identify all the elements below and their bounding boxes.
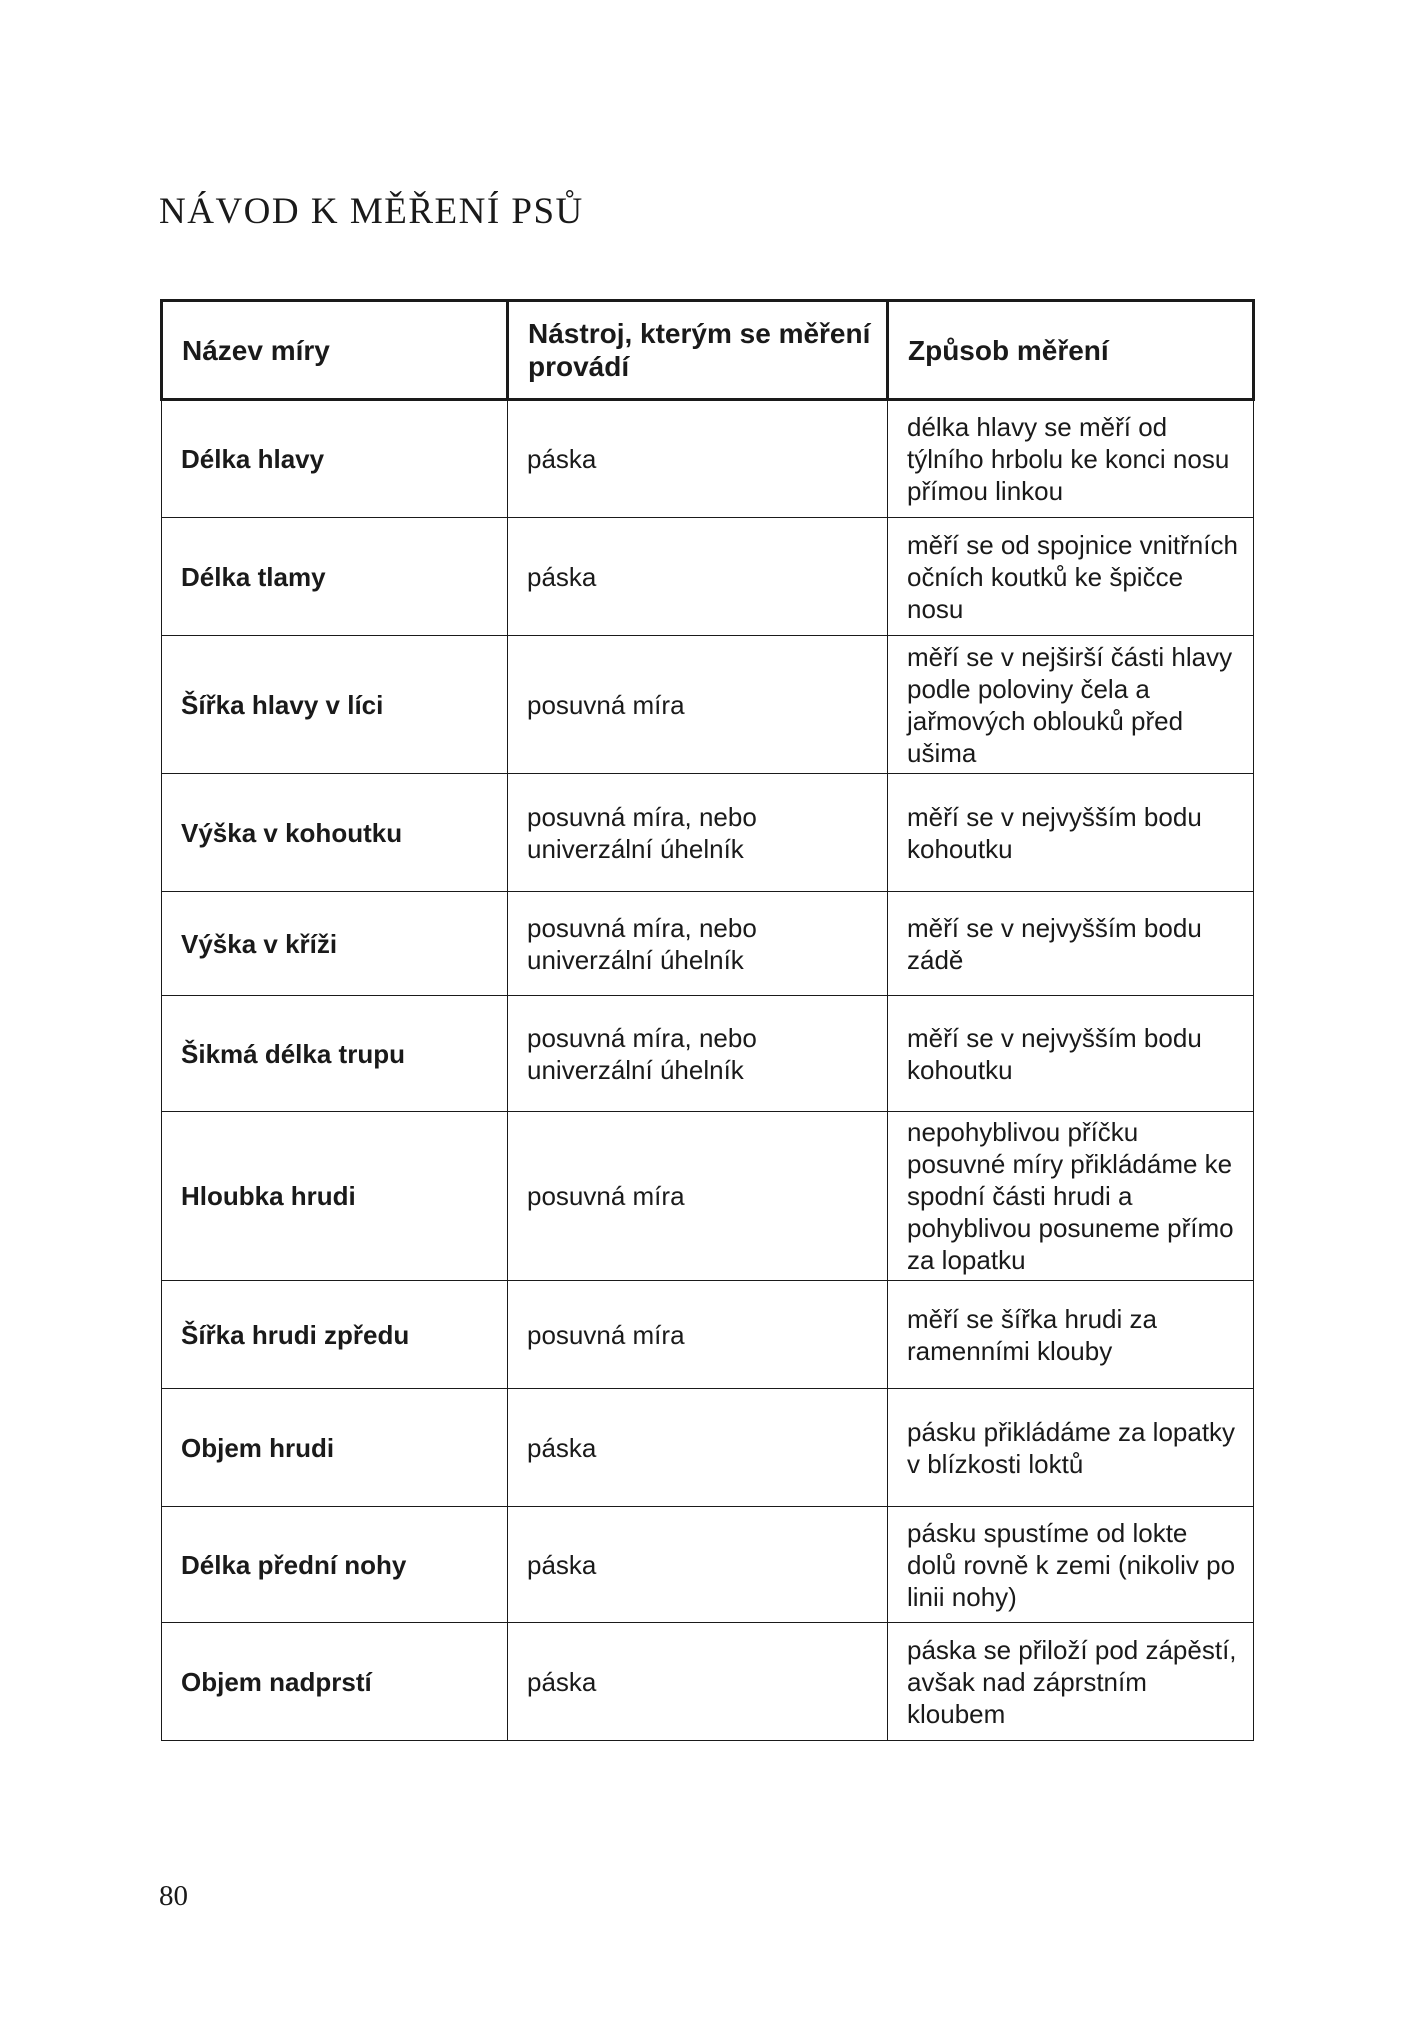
measure-tool-cell: páska [508, 1623, 888, 1741]
measure-name-cell: Objem hrudi [162, 1389, 508, 1507]
measure-tool-cell: páska [508, 1389, 888, 1507]
measure-name-cell: Výška v kohoutku [162, 774, 508, 892]
measure-method-cell: měří se v nejvyšším bodu zádě [888, 892, 1254, 996]
table-row [162, 1389, 1254, 1507]
table-row [162, 1112, 1254, 1281]
measure-method-cell: měří se v nejvyšším bodu kohoutku [888, 996, 1254, 1112]
measure-tool-cell: páska [508, 518, 888, 636]
measure-method-cell: měří se v nejširší části hlavy podle poloviny čela a jařmových oblouků před ušima [888, 636, 1254, 774]
measure-tool-cell: posuvná míra [508, 636, 888, 774]
measure-tool-cell: posuvná míra, nebo univerzální úhelník [508, 996, 888, 1112]
table-row [162, 1507, 1254, 1623]
measure-name-cell: Délka hlavy [162, 400, 508, 518]
table-row [162, 636, 1254, 774]
table-row [162, 774, 1254, 892]
measure-name-cell: Šířka hrudi zpředu [162, 1281, 508, 1389]
table-row [162, 1281, 1254, 1389]
measure-method-cell: pásku přikládáme za lopatky v blízkosti loktů [888, 1389, 1254, 1507]
table-header-row [162, 301, 1254, 400]
column-header-method: Způsob měření [888, 301, 1254, 400]
measure-method-cell: délka hlavy se měří od týlního hrbolu ke konci nosu přímou linkou [888, 400, 1254, 518]
table-row [162, 1623, 1254, 1741]
measure-tool-cell: posuvná míra [508, 1112, 888, 1281]
column-header-name: Název míry [162, 301, 508, 400]
measure-tool-cell: posuvná míra, nebo univerzální úhelník [508, 892, 888, 996]
measure-name-cell: Objem nadprstí [162, 1623, 508, 1741]
column-header-tool: Nástroj, kterým se měření provádí [508, 301, 888, 400]
table-row [162, 996, 1254, 1112]
measure-method-cell: měří se v nejvyšším bodu kohoutku [888, 774, 1254, 892]
table-row [162, 518, 1254, 636]
measure-name-cell: Délka přední nohy [162, 1507, 508, 1623]
measure-method-cell: páska se přiloží pod zápěstí, avšak nad záprstním kloubem [888, 1623, 1254, 1741]
measure-method-cell: pásku spustíme od lokte dolů rovně k zemi (nikoliv po linii nohy) [888, 1507, 1254, 1623]
measure-tool-cell: posuvná míra [508, 1281, 888, 1389]
table-row [162, 400, 1254, 518]
measure-method-cell: měří se od spojnice vnitřních očních koutků ke špičce nosu [888, 518, 1254, 636]
measure-method-cell: měří se šířka hrudi za ramenními klouby [888, 1281, 1254, 1389]
measure-tool-cell: páska [508, 400, 888, 518]
measure-tool-cell: posuvná míra, nebo univerzální úhelník [508, 774, 888, 892]
measure-name-cell: Šikmá délka trupu [162, 996, 508, 1112]
page-title: NÁVOD K MĚŘENÍ PSŮ [159, 191, 584, 232]
measure-name-cell: Hloubka hrudi [162, 1112, 508, 1281]
measure-name-cell: Šířka hlavy v líci [162, 636, 508, 774]
table-row [162, 892, 1254, 996]
measurement-table [160, 299, 1255, 1741]
page-number: 80 [159, 1880, 188, 1912]
measure-method-cell: nepohyblivou příčku posuvné míry přikládáme ke spodní části hrudi a pohyblivou posuneme přímo za lopatku [888, 1112, 1254, 1281]
measure-tool-cell: páska [508, 1507, 888, 1623]
measure-name-cell: Délka tlamy [162, 518, 508, 636]
measure-name-cell: Výška v kříži [162, 892, 508, 996]
